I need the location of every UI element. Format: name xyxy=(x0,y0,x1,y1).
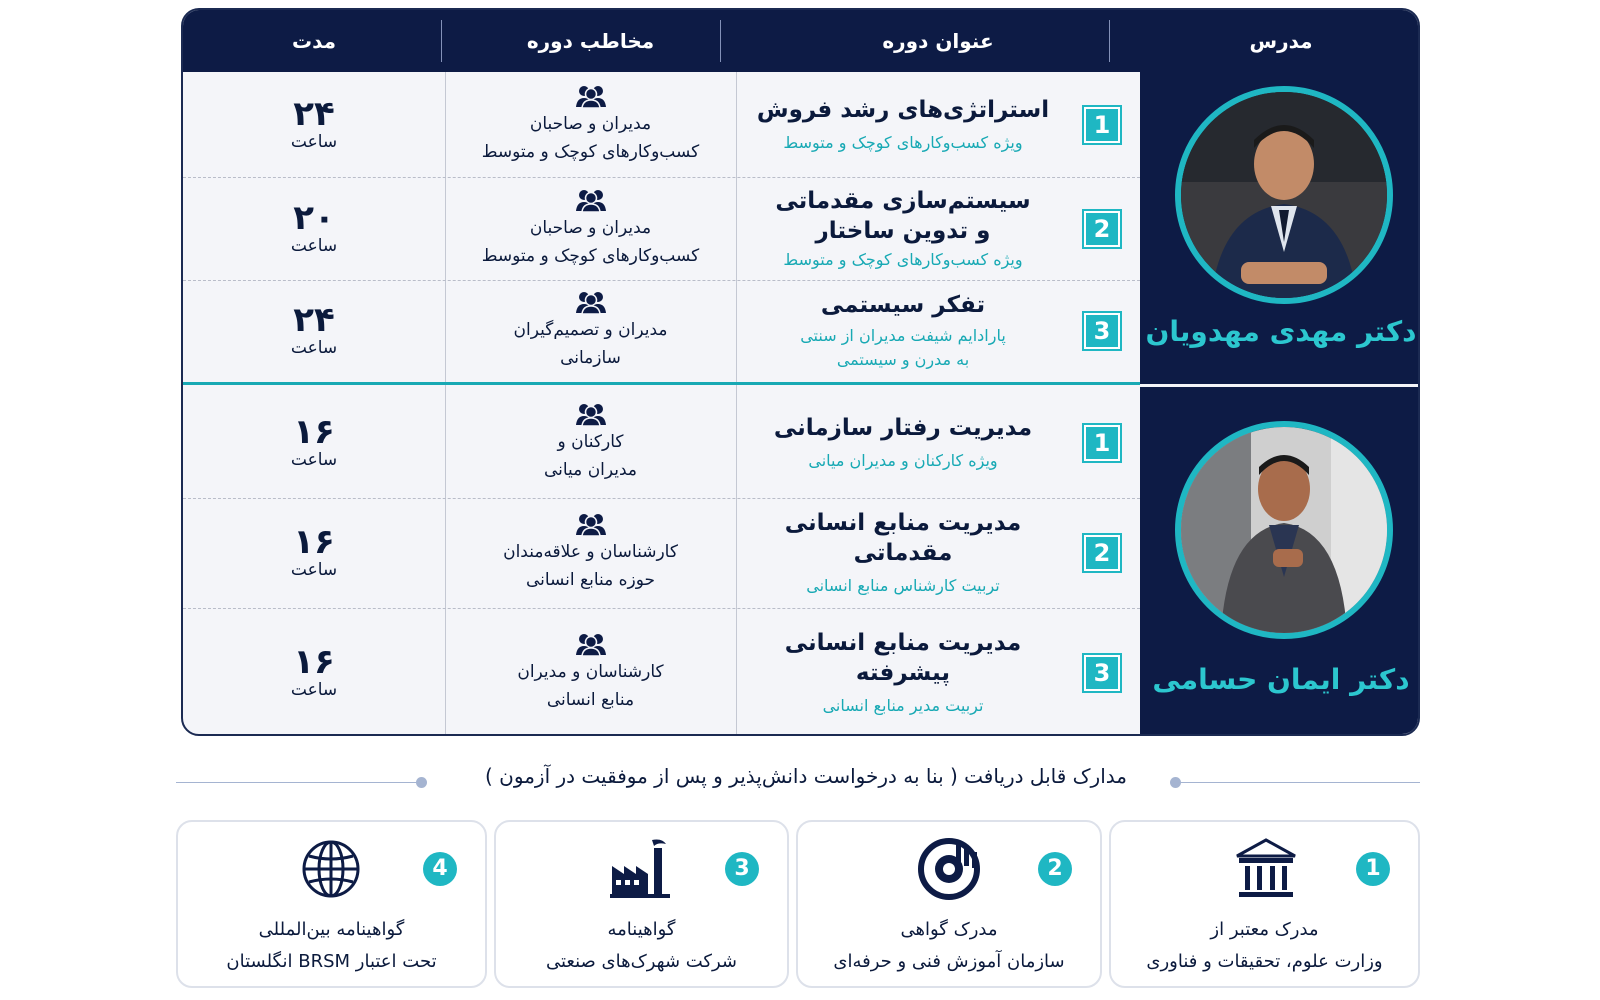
course-title: تفکر سیستمی xyxy=(820,292,986,318)
duration-hours: ۱۶ xyxy=(293,411,335,452)
course-number-badge: 2 xyxy=(1084,535,1120,571)
audience-line: مدیران و صاحبان xyxy=(529,217,652,238)
table-row xyxy=(183,177,1140,280)
duration-unit: ساعت xyxy=(290,235,338,256)
course-title: مدیریت منابع انسانی مقدماتی xyxy=(784,510,1022,566)
document-card xyxy=(494,820,789,988)
audience-cell xyxy=(445,177,736,280)
audience-cell xyxy=(445,498,736,608)
factory-icon xyxy=(608,836,674,902)
document-card xyxy=(176,820,487,988)
audience-line: حوزه منابع انسانی xyxy=(525,570,656,590)
instructor-name: دکتر مهدی مهدویان xyxy=(1145,315,1417,348)
duration-unit: ساعت xyxy=(290,338,338,358)
course-cell xyxy=(736,177,1140,280)
course-number-badge: 3 xyxy=(1084,313,1120,349)
duration-hours: ۱۶ xyxy=(293,522,335,562)
tvto-logo-icon xyxy=(916,836,982,902)
document-number-badge: 4 xyxy=(423,852,457,886)
heading-dot xyxy=(416,777,427,788)
duration-unit: ساعت xyxy=(290,680,338,700)
course-subtitle: ویژه کسب‌وکارهای کوچک و متوسط xyxy=(783,132,1023,152)
document-number-badge: 1 xyxy=(1356,852,1390,886)
audience-line: کسب‌وکارهای کوچک و متوسط xyxy=(481,141,700,162)
audience-line: کسب‌وکارهای کوچک و متوسط xyxy=(481,245,700,266)
course-subtitle: تربیت مدیر منابع انسانی xyxy=(822,696,984,715)
duration-hours: ۱۶ xyxy=(293,642,335,682)
document-line: شرکت شهرک‌های صنعتی xyxy=(545,951,738,972)
document-card xyxy=(1109,820,1420,988)
documents-heading: مدارک قابل دریافت ( بنا به درخواست دانش‌پذیر و پس از موفقیت در آزمون ) xyxy=(485,764,1127,788)
table-row xyxy=(183,498,1140,608)
instructor-panel-2 xyxy=(1140,387,1420,736)
course-number-badge: 1 xyxy=(1084,107,1120,143)
header-divider xyxy=(720,20,721,62)
course-cell xyxy=(736,387,1140,498)
table-row xyxy=(183,387,1140,498)
duration-cell xyxy=(183,280,445,382)
document-line: گواهینامه xyxy=(607,919,676,940)
audience-line: مدیران میانی xyxy=(543,459,638,480)
globe-icon xyxy=(298,836,364,902)
instructor-panel-1 xyxy=(1140,72,1420,384)
course-cell xyxy=(736,498,1140,608)
table-row xyxy=(183,280,1140,382)
course-table xyxy=(181,8,1420,736)
document-line: وزارت علوم، تحقیقات و فناوری xyxy=(1146,951,1383,972)
duration-cell xyxy=(183,177,445,280)
audience-line: سازمانی xyxy=(560,348,621,368)
heading-dot xyxy=(1170,777,1181,788)
course-cell xyxy=(736,280,1140,382)
audience-cell xyxy=(445,280,736,382)
document-line: گواهینامه بین‌المللی xyxy=(258,919,405,940)
people-icon xyxy=(574,84,608,108)
document-card xyxy=(796,820,1102,988)
course-title: و تدوین ساختار xyxy=(815,217,991,244)
course-subtitle: تربیت کارشناس منابع انسانی xyxy=(806,576,1000,595)
group-separator xyxy=(183,382,1140,385)
instructor-photo xyxy=(1175,421,1393,639)
document-number-badge: 2 xyxy=(1038,852,1072,886)
duration-cell xyxy=(183,387,445,498)
course-cell xyxy=(736,72,1140,177)
header-duration: مدت xyxy=(291,29,337,53)
heading-line xyxy=(176,782,416,783)
course-cell xyxy=(736,608,1140,736)
document-line: تحت اعتبار BRSM انگلستان xyxy=(226,951,437,972)
duration-unit: ساعت xyxy=(290,449,338,470)
duration-cell xyxy=(183,72,445,177)
audience-line: منابع انسانی xyxy=(546,690,635,710)
duration-unit: ساعت xyxy=(290,560,338,580)
header-instructor: مدرس xyxy=(1249,29,1313,53)
course-number-badge: 1 xyxy=(1084,425,1120,461)
table-row xyxy=(183,72,1140,177)
audience-line: مدیران و تصمیم‌گیران xyxy=(513,320,668,340)
people-icon xyxy=(574,402,608,426)
course-title: سیستم‌سازی مقدماتی xyxy=(775,187,1031,214)
course-number-badge: 3 xyxy=(1084,655,1120,691)
document-line: مدرک معتبر از xyxy=(1210,919,1319,940)
header-course-title: عنوان دوره xyxy=(882,29,994,53)
course-title: استراتژی‌های رشد فروش xyxy=(756,96,1050,123)
audience-cell xyxy=(445,72,736,177)
instructor-photo xyxy=(1175,86,1393,304)
duration-cell xyxy=(183,498,445,608)
header-audience: مخاطب دوره xyxy=(526,29,655,53)
people-icon xyxy=(574,512,608,536)
audience-line: کارشناسان و مدیران xyxy=(517,662,664,682)
people-icon xyxy=(574,188,608,212)
heading-line xyxy=(1181,782,1420,783)
duration-cell xyxy=(183,608,445,736)
people-icon xyxy=(574,290,608,314)
course-title: مدیریت رفتار سازمانی xyxy=(773,414,1033,441)
audience-line: کارشناسان و علاقه‌مندان xyxy=(503,542,678,562)
duration-hours: ۲۴ xyxy=(293,93,335,134)
course-subtitle: پارادایم شیفت مدیران از سنتی xyxy=(800,326,1006,345)
document-line: مدرک گواهی xyxy=(900,919,998,940)
audience-line: کارکنان و xyxy=(557,431,624,452)
instructor-name: دکتر ایمان حسامی xyxy=(1152,663,1410,696)
duration-hours: ۲۴ xyxy=(293,300,335,340)
audience-cell xyxy=(445,387,736,498)
ministry-building-icon xyxy=(1233,836,1299,902)
portrait-image xyxy=(1181,427,1387,633)
table-header xyxy=(183,10,1418,72)
header-divider xyxy=(441,20,442,62)
table-row xyxy=(183,608,1140,736)
people-icon xyxy=(574,632,608,656)
duration-unit: ساعت xyxy=(290,131,338,152)
document-line: سازمان آموزش فنی و حرفه‌ای xyxy=(833,951,1065,972)
portrait-image xyxy=(1181,92,1387,298)
document-number-badge: 3 xyxy=(725,852,759,886)
course-subtitle: ویژه کسب‌وکارهای کوچک و متوسط xyxy=(783,249,1023,269)
course-subtitle: ویژه کارکنان و مدیران میانی xyxy=(808,450,998,470)
header-divider xyxy=(1109,20,1110,62)
course-title: مدیریت منابع انسانی پیشرفته xyxy=(784,630,1022,686)
documents-heading-row xyxy=(176,760,1420,804)
audience-line: مدیران و صاحبان xyxy=(529,113,652,134)
audience-cell xyxy=(445,608,736,736)
course-subtitle: به مدرن و سیستمی xyxy=(836,350,970,369)
duration-hours: ۲۰ xyxy=(293,197,335,238)
course-number-badge: 2 xyxy=(1084,211,1120,247)
